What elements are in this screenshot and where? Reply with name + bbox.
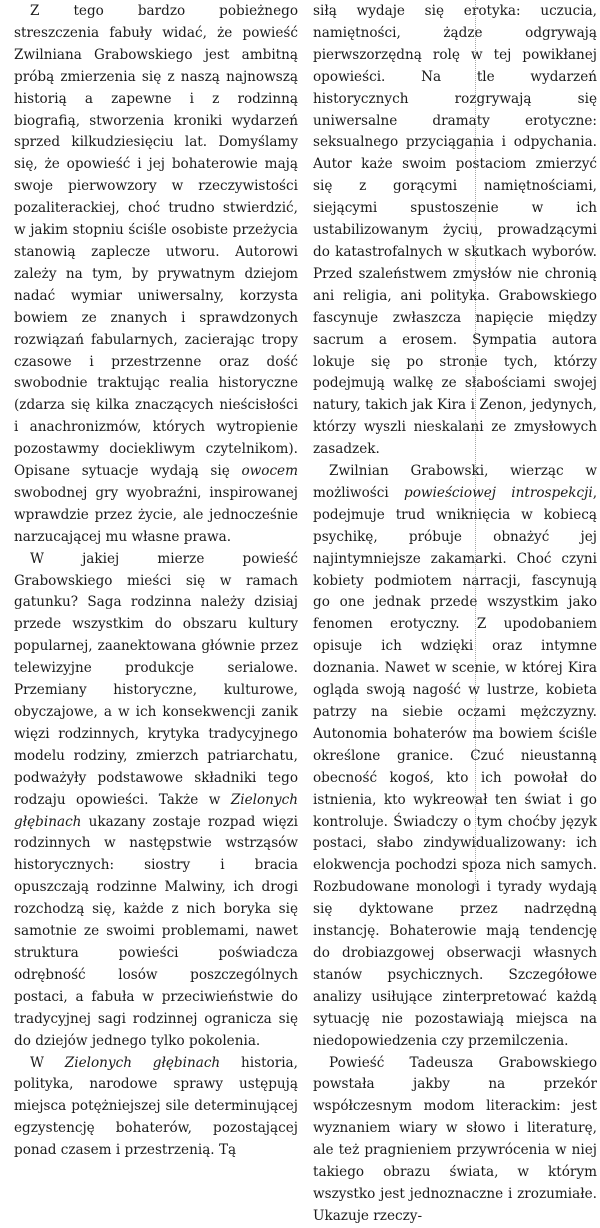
book-title: Zielonych głębinach [14, 791, 298, 830]
text-run: historia, polityka, narodowe sprawy ustępują miejsca potężniejszej sile determinującej egzystencję bohaterów, pozostającej ponad czasem i przestrzenią. Tą [14, 1054, 298, 1159]
book-title: Zielonych głębinach [64, 1054, 221, 1071]
italic-term: powieściowej introspekcji [404, 484, 593, 501]
text-run: Zwilnian Grabowski, wierząc w możliwości [313, 463, 597, 501]
paragraph: Powieść Tadeusza Grabowskiego powstała jakby na przekór współczesnym modom literackim: jest wyznaniem wiary w słowo i literaturę, ale też pragnieniem przywrócenia w niej takiego obrazu świata, w którym wszystko jest jednoznaczne i zrozumiałe. Ukazuje rzeczy- [313, 1054, 597, 1224]
paragraph [14, 1, 298, 549]
text-run: W [30, 1054, 65, 1071]
text-run: swobodnej gry wyobraźni, inspirowanej wprawdzie przez życie, ale jednocześnie narzucającej mu własne prawa. [14, 484, 298, 545]
italic-term: owocem [241, 463, 298, 480]
text-run: Z tego bardzo pobieżnego streszczenia fabuły widać, że powieść Zwilniana Grabowskiego jest ambitną próbą zmierzenia się z naszą najnowszą historią a zapewne i z rodzinną biografią, stworzenia kroniki wydarzeń sprzed kilkudziesięciu lat. Domyślamy się, że opowieść i jej bohaterowie mają swoje pierwowzory w rzeczywistości pozaliterackiej, choć trudno stwierdzić, w jakim stopniu ściśle osobiste przeżycia stanowią zaplecze utworu. Autorowi zależy na tym, by prywatnym dziejom nadać wymiar uniwersalny, korzysta bowiem ze znanych i sprawdzonych rozwiązań fabularnych, zacierając tropy czasowe i przestrzenne oraz dość swobodnie traktując realia historyczne (zdarza się kilka znaczących nieścisłości i anachronizmów, których wytropienie pozostawmy dociekliwym czytelnikom). Opisane sytuacje wydają się [14, 3, 298, 480]
paragraph [313, 461, 597, 1052]
text-run: , podejmuje trud wniknięcia w kobiecą psychikę, próbuje obnażyć jej najintymniejsze zakamarki. Choć czyni kobiety podmiotem narracji, fascynują go one jednak przede wszystkim jako fenomen erotyczny. Z upodobaniem opisuje ich wdzięki oraz intymne doznania. Nawet w scenie, w której Kira ogląda swoją nagość w lustrze, kobieta patrzy na siebie oczami mężczyzny. Autonomia bohaterów ma bowiem ściśle określone granice. Czuć nieustanną obecność kogoś, kto ich powołał do istnienia, kto wykreował ten świat i go kontroluje. Świadczy o tym choćby język postaci, słabo zindywidualizowany: ich elokwencja pochodzi spoza nich samych. Rozbudowane monologi i tyrady wydają się dyktowane przez nadrzędną instancję. Bohaterowie mają tendencję do drobiazgowej obserwacji własnych stanów psychicznych. Szczegółowe analizy usiłujące zinterpretować każdą sytuację nie pozostawiają miejsca na niedopowiedzenia czy przemilczenia. [313, 484, 598, 1049]
page-crease [475, 0, 476, 887]
text-run: W jakiej mierze powieść Grabowskiego mieści się w ramach gatunku? Saga rodzinna należy dzisiaj przede wszystkim do obszaru kultury popularnej, zaanektowana głównie przez telewizyjne produkcje serialowe. Przemiany historyczne, kulturowe, obyczajowe, a w ich konsekwencji zanik więzi rodzinnych, krytyka tradycyjnego modelu rodziny, zmierzch patriarchatu, podważyły podstawowe składniki tego rodzaju opowieści. Także w [14, 550, 298, 808]
paragraph [14, 1053, 298, 1163]
paragraph: siłą wydaje się erotyka: uczucia, namiętności, żądze odgrywają pierwszorzędną rolę w tej powikłanej opowieści. Na tle wydarzeń historycznych rozgrywają się uniwersalne dramaty erotyczne: seksualnego przyciągania i odpychania. Autor każe swoim postaciom zmierzyć się z gorącymi namiętnościami, siejącymi spustoszenie w ich ustabilizowanym życiu, prowadzącymi do katastrofalnych w skutkach wyborów. Przed szaleństwem zmysłów nie chronią ani religia, ani polityka. Grabowskiego fascynuje zwłaszcza napięcie między sacrum a erosem. Sympatia autora lokuje się po stronie tych, którzy podejmują walkę ze słabościami swojej natury, takich jak Kira i Zenon, jedynych, którzy wyszli nieskalani ze zmysłowych zasadzek. [313, 3, 597, 458]
paragraph [14, 549, 298, 1053]
text-run: ukazany zostaje rozpad więzi rodzinnych w następstwie wstrząsów historycznych: siostry i bracia opuszczają rodzinne Malwiny, ich drogi rozchodzą się, każde z nich boryka się samotnie ze swoimi problemami, nawet struktura powieści poświadcza odrębność losów poszczególnych postaci, a fabuła w przeciwieństwie do tradycyjnej sagi rodzinnej ogranicza się do dziejów jednego tylko pokolenia. [14, 813, 298, 1049]
right-column [313, 1, 598, 1224]
left-column [14, 1, 298, 1159]
